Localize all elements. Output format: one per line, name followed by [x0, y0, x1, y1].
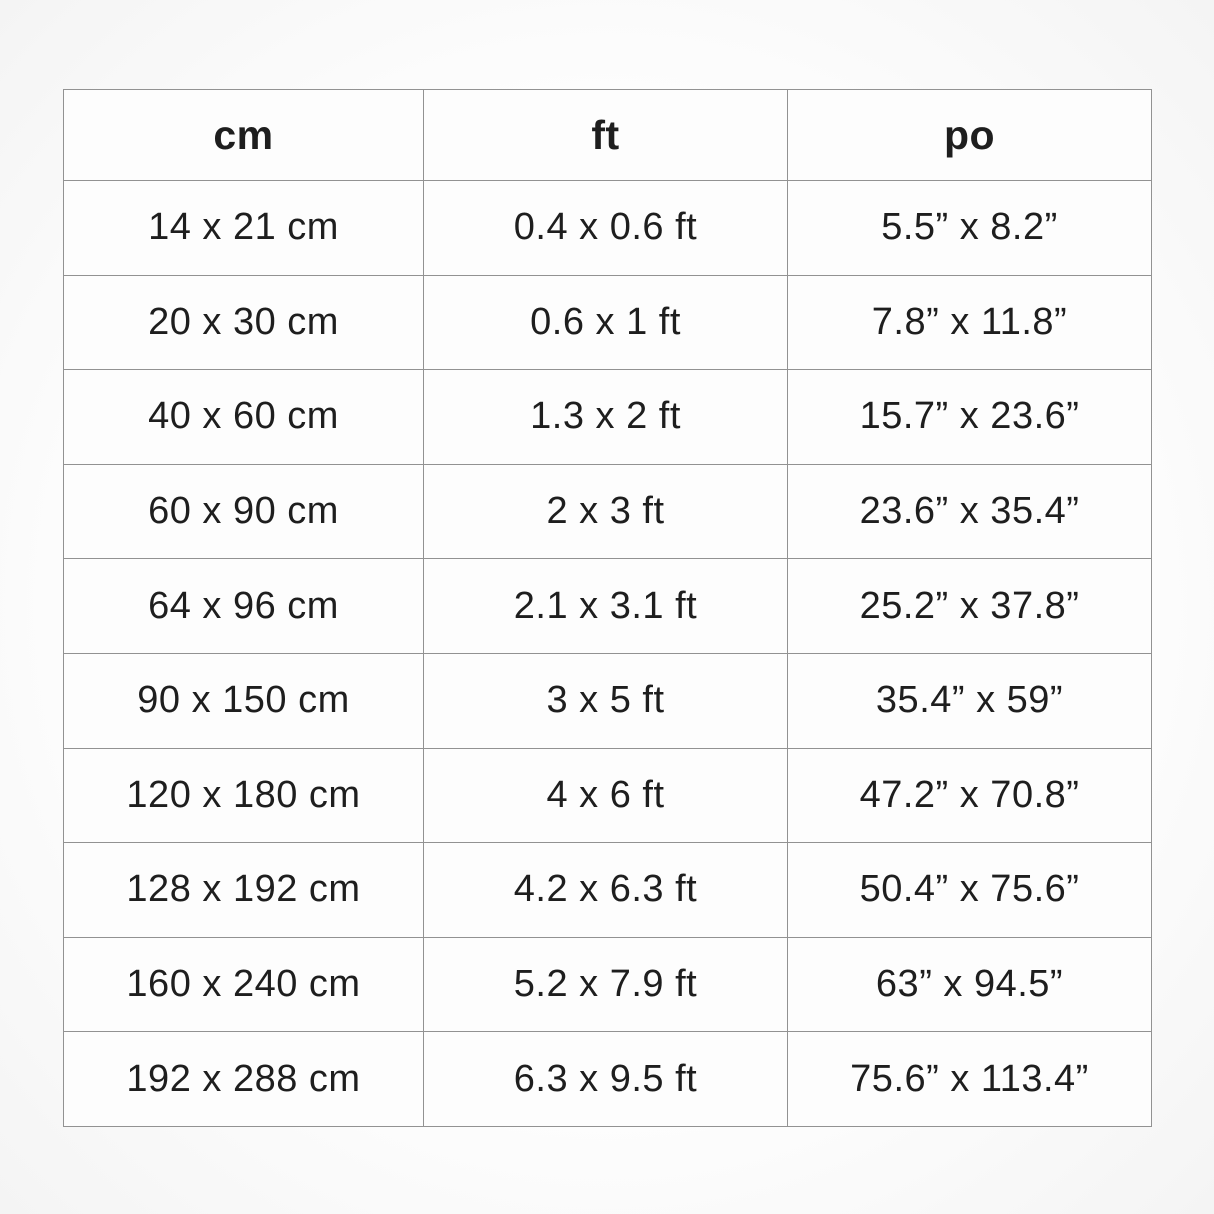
table-cell: 160 x 240 cm [64, 937, 424, 1032]
table-row [64, 181, 1152, 276]
table-row [64, 1032, 1152, 1127]
table-cell: 192 x 288 cm [64, 1032, 424, 1127]
table-cell: 3 x 5 ft [424, 653, 788, 748]
table-cell: 0.4 x 0.6 ft [424, 181, 788, 276]
column-header-ft: ft [424, 90, 788, 181]
table-cell: 75.6” x 113.4” [788, 1032, 1152, 1127]
table-cell: 1.3 x 2 ft [424, 370, 788, 465]
table-cell: 7.8” x 11.8” [788, 275, 1152, 370]
table-cell: 63” x 94.5” [788, 937, 1152, 1032]
table-cell: 2 x 3 ft [424, 464, 788, 559]
column-header-cm: cm [64, 90, 424, 181]
size-conversion-table [63, 89, 1152, 1127]
table-cell: 40 x 60 cm [64, 370, 424, 465]
table-cell: 50.4” x 75.6” [788, 843, 1152, 938]
table-cell: 35.4” x 59” [788, 653, 1152, 748]
table-cell: 14 x 21 cm [64, 181, 424, 276]
table-cell: 15.7” x 23.6” [788, 370, 1152, 465]
table-header [64, 90, 1152, 181]
table-row [64, 748, 1152, 843]
header-row [64, 90, 1152, 181]
table-cell: 60 x 90 cm [64, 464, 424, 559]
table-cell: 25.2” x 37.8” [788, 559, 1152, 654]
table-row [64, 275, 1152, 370]
table-cell: 4.2 x 6.3 ft [424, 843, 788, 938]
table-row [64, 464, 1152, 559]
table-cell: 2.1 x 3.1 ft [424, 559, 788, 654]
table-cell: 5.2 x 7.9 ft [424, 937, 788, 1032]
table-cell: 120 x 180 cm [64, 748, 424, 843]
table-cell: 47.2” x 70.8” [788, 748, 1152, 843]
table-cell: 20 x 30 cm [64, 275, 424, 370]
table-cell: 6.3 x 9.5 ft [424, 1032, 788, 1127]
table-body [64, 181, 1152, 1127]
column-header-po: po [788, 90, 1152, 181]
table-cell: 64 x 96 cm [64, 559, 424, 654]
table-cell: 4 x 6 ft [424, 748, 788, 843]
table-row [64, 843, 1152, 938]
table-row [64, 559, 1152, 654]
table-cell: 90 x 150 cm [64, 653, 424, 748]
table-cell: 128 x 192 cm [64, 843, 424, 938]
table-cell: 5.5” x 8.2” [788, 181, 1152, 276]
table-row [64, 653, 1152, 748]
table-row [64, 937, 1152, 1032]
table-cell: 0.6 x 1 ft [424, 275, 788, 370]
table-row [64, 370, 1152, 465]
table-cell: 23.6” x 35.4” [788, 464, 1152, 559]
